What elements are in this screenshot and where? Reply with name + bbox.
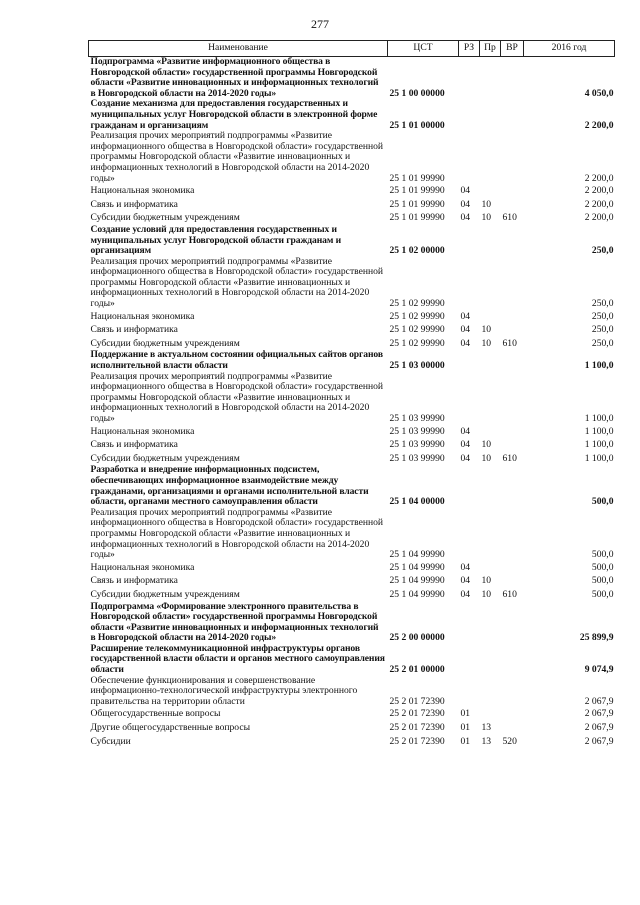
table-header xyxy=(89,41,615,57)
table-row xyxy=(89,438,615,452)
row-rz: 04 xyxy=(460,337,471,349)
row-vr xyxy=(501,323,524,337)
table-row xyxy=(89,257,615,310)
row-rz xyxy=(459,602,480,644)
row-vr xyxy=(501,184,524,198)
table-row xyxy=(89,337,615,351)
row-cst: 25 1 01 99990 xyxy=(389,212,445,224)
table-body xyxy=(89,57,615,749)
row-vr xyxy=(501,425,524,439)
row-pr: 10 xyxy=(481,588,492,600)
row-name: Реализация прочих мероприятий подпрограммы «Развитие информационного общества в Новгородской области» государственной программы Новгородской области «Развитие инновационных и информационных технологий в Новгородской области на 2014-2020 годы» xyxy=(90,255,384,310)
row-amount: 250,0 xyxy=(591,310,614,322)
table-row xyxy=(89,372,615,425)
row-rz: 04 xyxy=(460,575,471,587)
row-name: Национальная экономика xyxy=(90,425,195,437)
row-name: Разработка и внедрение информационных подсистем, обеспечивающих информационное взаимодействие между гражданами, организациями и органами исполнительной власти области, органами местного самоуправления области xyxy=(90,464,369,508)
row-rz xyxy=(459,676,480,708)
row-name: Национальная экономика xyxy=(90,185,195,197)
row-rz xyxy=(459,465,480,507)
row-name: Связь и информатика xyxy=(90,198,178,210)
table-row xyxy=(89,131,615,184)
row-rz: 04 xyxy=(460,212,471,224)
row-amount: 9 074,9 xyxy=(584,664,614,676)
row-pr: 10 xyxy=(481,575,492,587)
row-vr xyxy=(501,602,524,644)
row-name: Поддержание в актуальном состоянии официальных сайтов органов исполнительной власти области xyxy=(90,349,383,372)
table-row xyxy=(89,198,615,212)
row-cst: 25 1 00 00000 xyxy=(389,87,445,99)
row-name: Субсидии бюджетным учреждениям xyxy=(90,452,240,464)
row-cst: 25 1 02 99990 xyxy=(389,310,445,322)
row-cst: 25 1 03 00000 xyxy=(389,360,445,372)
row-vr xyxy=(501,707,524,721)
table-row xyxy=(89,588,615,602)
header-name: Наименование xyxy=(89,41,388,57)
row-rz: 04 xyxy=(460,561,471,573)
row-vr xyxy=(501,310,524,324)
row-pr: 10 xyxy=(481,198,492,210)
row-amount: 2 067,9 xyxy=(584,722,614,734)
row-name: Национальная экономика xyxy=(90,310,195,322)
table-row xyxy=(89,465,615,507)
row-pr xyxy=(480,131,501,184)
table-row xyxy=(89,561,615,575)
header-year: 2016 год xyxy=(524,41,615,57)
row-vr xyxy=(501,508,524,561)
table-row xyxy=(89,225,615,257)
row-cst: 25 1 03 99990 xyxy=(389,439,445,451)
row-name: Обеспечение функционирования и совершенствование информационно-технологической инфраструктуры электронного правительства на территории области xyxy=(90,674,358,707)
row-cst: 25 1 01 00000 xyxy=(389,119,445,131)
row-rz: 04 xyxy=(460,198,471,210)
row-vr xyxy=(501,721,524,735)
row-name: Расширение телекоммуникационной инфраструктуры органов государственной власти области и органов местного самоуправления области xyxy=(90,642,385,676)
row-rz: 04 xyxy=(460,439,471,451)
row-rz xyxy=(459,350,480,371)
row-amount: 500,0 xyxy=(591,588,614,600)
row-amount: 500,0 xyxy=(591,549,614,561)
row-pr: 10 xyxy=(481,324,492,336)
row-cst: 25 2 00 00000 xyxy=(389,632,445,644)
row-name: Связь и информатика xyxy=(90,439,178,451)
row-amount: 2 067,9 xyxy=(584,735,614,747)
header-cst: ЦСТ xyxy=(388,41,459,57)
row-cst: 25 1 02 00000 xyxy=(389,245,445,257)
row-vr xyxy=(501,99,524,131)
row-vr: 610 xyxy=(502,212,517,224)
row-amount: 1 100,0 xyxy=(584,413,614,424)
row-vr xyxy=(501,676,524,708)
row-rz: 04 xyxy=(460,185,471,197)
row-vr xyxy=(501,644,524,676)
row-pr xyxy=(480,372,501,425)
row-amount: 2 067,9 xyxy=(584,695,614,707)
row-amount: 1 100,0 xyxy=(584,452,614,464)
row-pr: 10 xyxy=(481,452,492,464)
page-number: 277 xyxy=(311,17,329,31)
row-vr: 610 xyxy=(502,337,517,349)
row-pr xyxy=(480,257,501,310)
row-pr: 13 xyxy=(481,735,492,747)
row-cst: 25 1 01 99990 xyxy=(389,172,445,184)
table-row xyxy=(89,57,615,100)
row-amount: 250,0 xyxy=(591,324,614,336)
row-rz xyxy=(459,131,480,184)
row-name: Субсидии бюджетным учреждениям xyxy=(90,337,240,349)
row-rz xyxy=(459,57,480,100)
row-amount: 250,0 xyxy=(591,245,614,257)
row-cst: 25 1 02 99990 xyxy=(389,324,445,336)
row-pr xyxy=(480,225,501,257)
row-vr xyxy=(501,561,524,575)
row-name: Связь и информатика xyxy=(90,575,178,587)
row-pr: 13 xyxy=(481,722,492,734)
row-cst: 25 1 04 99990 xyxy=(389,549,445,561)
row-cst: 25 1 03 99990 xyxy=(389,452,445,464)
row-amount: 2 200,0 xyxy=(584,212,614,224)
row-cst: 25 1 04 99990 xyxy=(389,575,445,587)
row-amount: 2 200,0 xyxy=(584,185,614,197)
row-rz: 04 xyxy=(460,425,471,437)
row-cst: 25 1 01 99990 xyxy=(389,185,445,197)
table-row xyxy=(89,644,615,676)
row-vr: 610 xyxy=(502,588,517,600)
header-vr: ВР xyxy=(501,41,524,57)
row-name: Национальная экономика xyxy=(90,561,195,573)
table-row xyxy=(89,310,615,324)
row-cst: 25 1 03 99990 xyxy=(389,413,445,424)
row-cst: 25 1 02 99990 xyxy=(389,337,445,349)
row-cst: 25 2 01 72390 xyxy=(389,735,445,747)
table-row xyxy=(89,99,615,131)
row-amount: 1 100,0 xyxy=(584,439,614,451)
row-rz xyxy=(459,99,480,131)
row-amount: 1 100,0 xyxy=(584,425,614,437)
budget-table xyxy=(88,40,615,748)
row-cst: 25 1 04 99990 xyxy=(389,561,445,573)
table-row xyxy=(89,676,615,708)
row-vr xyxy=(501,57,524,100)
row-amount: 1 100,0 xyxy=(584,360,614,372)
row-rz: 04 xyxy=(460,588,471,600)
row-amount: 2 067,9 xyxy=(584,708,614,720)
row-name: Подпрограмма «Формирование электронного правительства в Новгородской области» государственной программы Новгородской области «Развитие инновационных и информационных технологий в Новгородской области на 2014-2020 годы» xyxy=(90,600,379,644)
row-amount: 25 899,9 xyxy=(579,632,614,644)
row-name: Реализация прочих мероприятий подпрограммы «Развитие информационного общества в Новгородской области» государственной программы Новгородской области «Развитие инновационных и информационных технологий в Новгородской области на 2014-2020 годы» xyxy=(90,370,384,424)
row-rz xyxy=(459,644,480,676)
row-pr: 10 xyxy=(481,212,492,224)
row-vr xyxy=(501,438,524,452)
table-row xyxy=(89,707,615,721)
table-row xyxy=(89,721,615,735)
row-amount: 250,0 xyxy=(591,298,614,310)
row-pr xyxy=(480,561,501,575)
row-cst: 25 1 01 99990 xyxy=(389,198,445,210)
row-vr: 610 xyxy=(502,452,517,464)
row-name: Создание механизма для предоставления государственных и муниципальных услуг Новгородской области в электронной форме гражданам и организациям xyxy=(90,98,378,131)
row-pr xyxy=(480,707,501,721)
row-vr xyxy=(501,574,524,588)
row-amount: 250,0 xyxy=(591,337,614,349)
row-name: Субсидии xyxy=(90,735,131,747)
row-pr xyxy=(480,508,501,561)
row-vr xyxy=(501,257,524,310)
row-rz xyxy=(459,257,480,310)
row-vr xyxy=(501,350,524,371)
row-rz xyxy=(459,372,480,425)
table-row xyxy=(89,508,615,561)
row-vr xyxy=(501,372,524,425)
header-pr: Пр xyxy=(480,41,501,57)
row-pr xyxy=(480,57,501,100)
row-amount: 4 050,0 xyxy=(584,87,614,99)
row-pr xyxy=(480,676,501,708)
row-vr xyxy=(501,225,524,257)
row-name: Связь и информатика xyxy=(90,324,178,336)
row-pr xyxy=(480,350,501,371)
row-pr: 10 xyxy=(481,337,492,349)
row-amount: 500,0 xyxy=(591,496,614,508)
table-row xyxy=(89,323,615,337)
row-rz: 04 xyxy=(460,310,471,322)
row-name: Субсидии бюджетным учреждениям xyxy=(90,212,240,224)
row-vr xyxy=(501,131,524,184)
row-rz: 01 xyxy=(460,735,471,747)
row-rz: 04 xyxy=(460,452,471,464)
row-rz: 04 xyxy=(460,324,471,336)
row-cst: 25 1 03 99990 xyxy=(389,425,445,437)
row-cst: 25 2 01 00000 xyxy=(389,664,445,676)
row-name: Подпрограмма «Развитие информационного общества в Новгородской области» государственной программы Новгородской области «Развитие инновационных и информационных технологий в Новгородской области на 2014-2020 годы» xyxy=(90,56,379,99)
row-pr xyxy=(480,465,501,507)
row-cst: 25 1 04 99990 xyxy=(389,588,445,600)
row-pr xyxy=(480,644,501,676)
row-cst: 25 1 04 00000 xyxy=(389,496,445,508)
row-cst: 25 2 01 72390 xyxy=(389,722,445,734)
row-name: Создание условий для предоставления государственных и муниципальных услуг Новгородской области гражданам и организациям xyxy=(90,223,342,257)
table-row xyxy=(89,211,615,225)
row-name: Реализация прочих мероприятий подпрограммы «Развитие информационного общества в Новгородской области» государственной программы Новгородской области «Развитие инновационных и информационных технологий в Новгородской области на 2014-2020 годы» xyxy=(90,506,384,561)
row-amount: 2 200,0 xyxy=(584,172,614,184)
table-row xyxy=(89,350,615,371)
row-name: Общегосударственные вопросы xyxy=(90,708,221,720)
row-rz: 01 xyxy=(460,722,471,734)
row-cst: 25 1 02 99990 xyxy=(389,298,445,310)
table-row xyxy=(89,184,615,198)
table-row xyxy=(89,425,615,439)
row-pr xyxy=(480,184,501,198)
row-rz: 01 xyxy=(460,708,471,720)
row-name: Другие общегосударственные вопросы xyxy=(90,722,251,734)
table-row xyxy=(89,574,615,588)
row-name: Субсидии бюджетным учреждениям xyxy=(90,588,240,600)
row-pr xyxy=(480,99,501,131)
table-row xyxy=(89,452,615,466)
row-cst: 25 2 01 72390 xyxy=(389,708,445,720)
header-rz: РЗ xyxy=(459,41,480,57)
table-row xyxy=(89,735,615,749)
row-rz xyxy=(459,225,480,257)
table-row xyxy=(89,602,615,644)
row-pr xyxy=(480,310,501,324)
row-name: Реализация прочих мероприятий подпрограммы «Развитие информационного общества в Новгородской области» государственной программы Новгородской области «Развитие инновационных и информационных технологий в Новгородской области на 2014-2020 годы» xyxy=(90,130,384,184)
row-amount: 500,0 xyxy=(591,561,614,573)
row-rz xyxy=(459,508,480,561)
row-amount: 500,0 xyxy=(591,575,614,587)
row-pr xyxy=(480,425,501,439)
row-pr: 10 xyxy=(481,439,492,451)
row-amount: 2 200,0 xyxy=(584,198,614,210)
row-vr: 520 xyxy=(502,735,517,747)
row-amount: 2 200,0 xyxy=(584,119,614,131)
row-pr xyxy=(480,602,501,644)
row-vr xyxy=(501,465,524,507)
row-cst: 25 2 01 72390 xyxy=(389,695,445,707)
row-vr xyxy=(501,198,524,212)
